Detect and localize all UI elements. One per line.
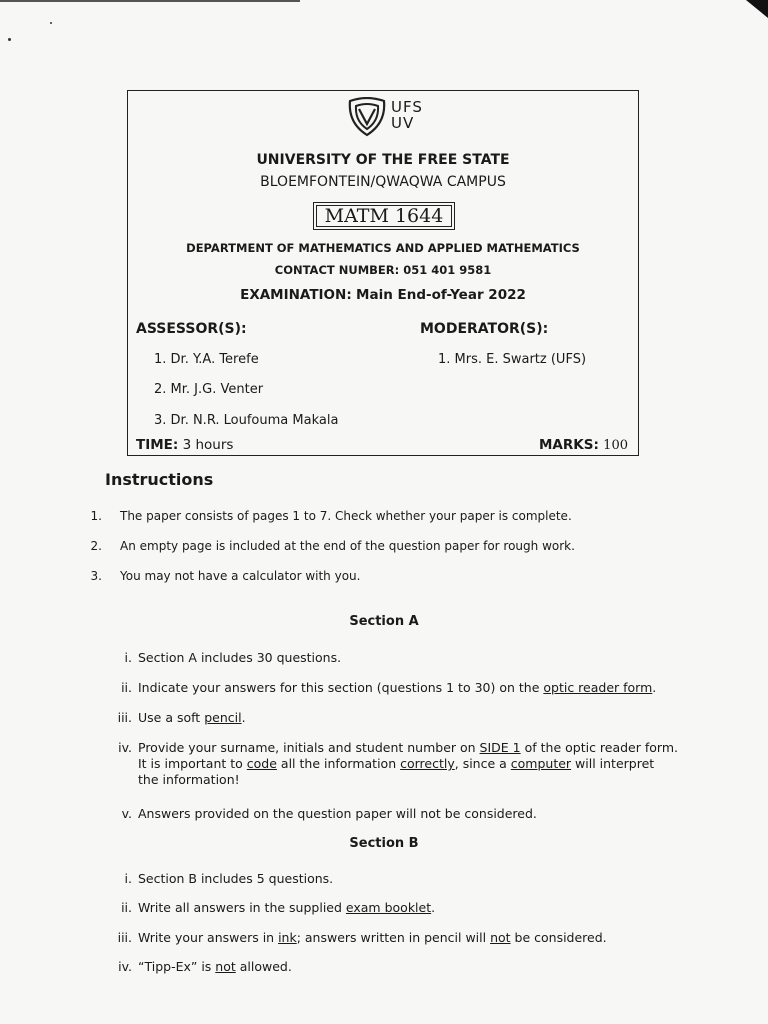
item-text: Section B includes 5 questions.	[138, 871, 334, 886]
item-number: v.	[121, 806, 132, 821]
text-part: ; answers written in pencil will	[296, 930, 491, 945]
underlined-term: ink	[278, 930, 297, 945]
item-number: ii.	[121, 680, 132, 695]
time-field	[136, 437, 233, 453]
moderators-title: MODERATOR(S):	[420, 321, 549, 337]
underlined-term: code	[246, 756, 277, 771]
underlined-term: pencil	[204, 710, 242, 725]
item-text	[138, 680, 656, 696]
assessor-item: 3. Dr. N.R. Loufouma Makala	[154, 413, 339, 428]
text-part: Write all answers in the supplied	[138, 900, 346, 915]
instruction-text: The paper consists of pages 1 to 7. Check whether your paper is complete.	[120, 509, 572, 523]
text-part: .	[431, 900, 436, 915]
text-line: the information!	[138, 772, 240, 787]
item-number: i.	[124, 650, 132, 665]
item-text	[138, 930, 607, 946]
marks-field	[539, 437, 628, 453]
instructions-title: Instructions	[105, 470, 214, 489]
instruction-text: An empty page is included at the end of the question paper for rough work.	[120, 539, 575, 553]
marks-value: 100	[603, 438, 628, 453]
instruction-number: 3.	[90, 569, 102, 583]
assessors-title: ASSESSOR(S):	[136, 321, 247, 337]
item-number: iii.	[117, 930, 132, 945]
time-value: 3 hours	[182, 437, 234, 453]
text-line	[138, 756, 678, 772]
text-part: Provide your surname, initials and student number on	[138, 740, 480, 755]
text-part: allowed.	[235, 959, 292, 974]
scan-speck	[8, 38, 11, 41]
item-text: Answers provided on the question paper will not be considered.	[138, 806, 537, 821]
item-text	[138, 740, 678, 788]
time-label: TIME:	[136, 437, 179, 453]
item-number: iv.	[118, 740, 132, 755]
item-number: iv.	[118, 959, 132, 974]
text-part: Use a soft	[138, 710, 205, 725]
ufs-logo	[346, 97, 426, 137]
text-part: will interpret	[571, 756, 655, 771]
text-part: all the information	[276, 756, 401, 771]
examination-label: EXAMINATION:	[240, 287, 352, 303]
instruction-number: 2.	[90, 539, 102, 553]
instruction-number: 1.	[90, 509, 102, 523]
text-part: It is important to	[138, 756, 247, 771]
text-part: .	[241, 710, 246, 725]
text-part: “Tipp-Ex” is	[138, 959, 216, 974]
course-code: MATM 1644	[316, 205, 452, 227]
department-name: DEPARTMENT OF MATHEMATICS AND APPLIED MATHEMATICS	[186, 241, 580, 255]
underlined-term: SIDE 1	[479, 740, 521, 755]
text-part: be considered.	[510, 930, 607, 945]
logo-line-1: UFS	[391, 98, 423, 116]
underlined-term: exam booklet	[345, 900, 432, 915]
item-number: iii.	[117, 710, 132, 725]
text-line	[138, 740, 678, 756]
underlined-term: not	[490, 930, 511, 945]
course-code-box	[313, 202, 455, 230]
underlined-term: correctly	[400, 756, 455, 771]
scan-speck	[50, 22, 52, 24]
text-part: , since a	[454, 756, 511, 771]
logo-line-2: UV	[391, 114, 415, 132]
campus-name: BLOEMFONTEIN/QWAQWA CAMPUS	[260, 174, 506, 190]
text-part: of the optic reader form.	[520, 740, 678, 755]
item-text	[138, 710, 246, 726]
ufs-shield-icon	[346, 97, 388, 137]
scan-corner	[746, 0, 768, 18]
instruction-text: You may not have a calculator with you.	[120, 569, 361, 583]
text-part: Write your answers in	[138, 930, 279, 945]
item-text	[138, 900, 435, 916]
logo-text	[391, 99, 423, 131]
item-text: Section A includes 30 questions.	[138, 650, 342, 665]
section-b-title: Section B	[349, 836, 419, 851]
scan-edge	[0, 0, 300, 2]
exam-header-box	[127, 90, 639, 456]
moderator-item: 1. Mrs. E. Swartz (UFS)	[438, 352, 587, 367]
item-number: i.	[124, 871, 132, 886]
examination-value: Main End-of-Year 2022	[356, 287, 526, 303]
underlined-term: computer	[510, 756, 572, 771]
item-text	[138, 959, 292, 975]
university-name: UNIVERSITY OF THE FREE STATE	[256, 152, 510, 168]
section-a-title: Section A	[349, 614, 419, 629]
text-part: .	[652, 680, 657, 695]
item-number: ii.	[121, 900, 132, 915]
underlined-term: optic reader form	[543, 680, 653, 695]
underlined-term: not	[215, 959, 236, 974]
assessor-item: 2. Mr. J.G. Venter	[154, 382, 264, 397]
contact-number: CONTACT NUMBER: 051 401 9581	[274, 263, 492, 277]
assessor-item: 1. Dr. Y.A. Terefe	[154, 352, 259, 367]
examination-line	[128, 287, 638, 303]
text-part: Indicate your answers for this section (questions 1 to 30) on the	[138, 680, 544, 695]
marks-label: MARKS:	[539, 437, 599, 453]
time-marks-row	[136, 437, 628, 453]
